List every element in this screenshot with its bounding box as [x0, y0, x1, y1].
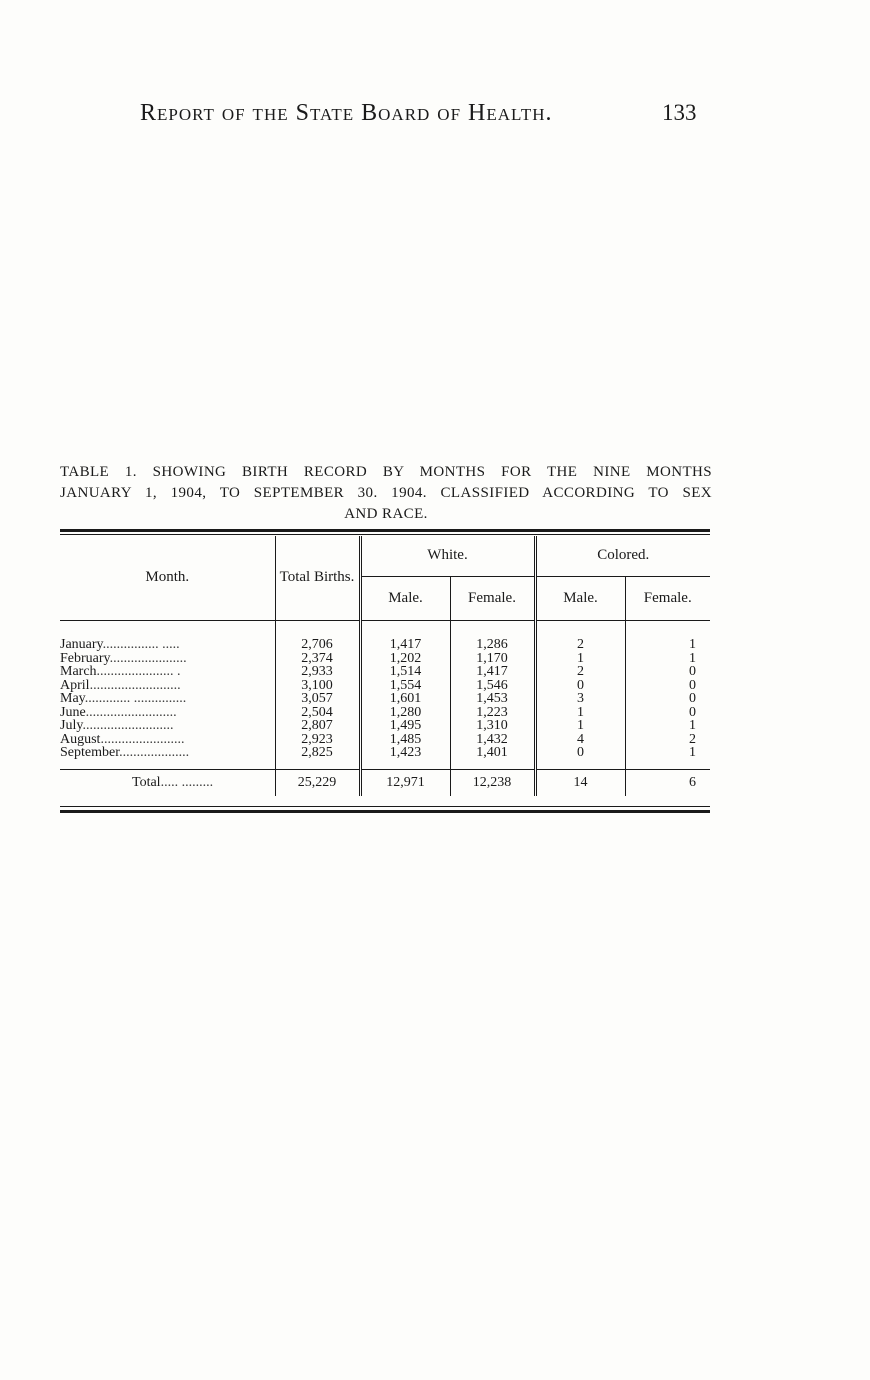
white-female-cell: 1,286 [450, 638, 535, 652]
white-female-cell: 1,546 [450, 679, 535, 693]
colored-male-cell: 2 [535, 665, 625, 679]
month-cell [60, 719, 275, 733]
leader-dots: .......................... [82, 719, 174, 733]
total-white-male: 12,971 [360, 770, 450, 796]
month-cell [60, 692, 275, 706]
table-top-rule-thin [60, 534, 710, 535]
total-births-total: 25,229 [275, 770, 360, 796]
table-top-rule [60, 529, 710, 532]
total-births-cell: 2,504 [275, 706, 360, 720]
colored-male-cell: 4 [535, 733, 625, 747]
table-row [60, 746, 710, 760]
white-female-cell: 1,417 [450, 665, 535, 679]
header-colored-male: Male. [535, 576, 625, 620]
caption-line-3: AND RACE. [344, 506, 428, 522]
month-cell [60, 652, 275, 666]
colored-male-cell: 1 [535, 652, 625, 666]
white-female-cell: 1,223 [450, 706, 535, 720]
white-female-cell: 1,401 [450, 746, 535, 760]
colored-female-cell: 0 [689, 677, 697, 693]
month-label: September [60, 746, 120, 760]
table-row [60, 652, 710, 666]
leader-dots: .................... [119, 746, 190, 760]
leader-dots: .......................... [85, 705, 177, 719]
colored-female-cell: 1 [689, 718, 697, 733]
white-male-cell: 1,495 [360, 719, 450, 733]
month-cell [60, 733, 275, 747]
month-label: April [60, 678, 90, 692]
white-male-cell: 1,601 [360, 692, 450, 706]
colored-male-cell: 3 [535, 692, 625, 706]
white-female-cell: 1,453 [450, 692, 535, 706]
white-male-cell: 1,280 [360, 706, 450, 720]
white-female-cell: 1,310 [450, 719, 535, 733]
total-white-female: 12,238 [450, 770, 535, 796]
total-births-cell: 2,706 [275, 638, 360, 652]
total-births-cell: 2,933 [275, 665, 360, 679]
colored-female-cell: 1 [689, 745, 697, 760]
month-cell [60, 679, 275, 693]
colored-male-cell: 0 [535, 746, 625, 760]
page-header-title: Report of the State Board of Health. [140, 100, 553, 126]
total-leader-dots: ..... ......... [160, 775, 214, 790]
table-row [60, 719, 710, 733]
colored-male-cell: 1 [535, 719, 625, 733]
table-row [60, 692, 710, 706]
header-month: Month. [60, 536, 275, 620]
header-total-births: Total Births. [275, 536, 360, 620]
month-label: February [60, 651, 110, 665]
colored-male-cell: 1 [535, 706, 625, 720]
header-white-male: Male. [360, 576, 450, 620]
month-cell [60, 706, 275, 720]
total-row-label [60, 770, 275, 796]
caption-line-1: TABLE 1. SHOWING BIRTH RECORD BY MONTHS FOR THE NINE MONTHS [60, 464, 712, 480]
total-label: Total [132, 775, 161, 790]
colored-female-cell: 0 [689, 664, 697, 679]
white-male-cell: 1,423 [360, 746, 450, 760]
page-number: 133 [662, 100, 697, 125]
leader-dots: ...................... . [96, 665, 181, 679]
table-bottom-rule [60, 810, 710, 813]
leader-dots: ...................... [109, 651, 187, 665]
total-births-cell: 2,374 [275, 652, 360, 666]
total-colored-female: 6 [625, 770, 710, 796]
white-male-cell: 1,554 [360, 679, 450, 693]
table-row [60, 665, 710, 679]
month-cell [60, 746, 275, 760]
colored-male-cell: 0 [535, 679, 625, 693]
colored-female-cell: 0 [689, 704, 697, 720]
header-white-female: Female. [450, 576, 535, 620]
table-caption [60, 462, 712, 525]
white-male-cell: 1,485 [360, 733, 450, 747]
month-cell [60, 638, 275, 652]
month-label: August [60, 732, 101, 746]
table-row [60, 733, 710, 747]
white-male-cell: 1,514 [360, 665, 450, 679]
month-label: June [60, 705, 86, 719]
leader-dots: ................ ..... [102, 638, 180, 652]
white-female-cell: 1,170 [450, 652, 535, 666]
colored-female-cell: 1 [689, 650, 697, 666]
table-bottom-rule-thin [60, 806, 710, 807]
total-births-cell: 2,923 [275, 733, 360, 747]
colored-female-cell: 0 [689, 691, 697, 706]
colored-male-cell: 2 [535, 638, 625, 652]
colored-female-cell: 2 [689, 731, 697, 747]
month-label: July [60, 719, 83, 733]
caption-line-2: JANUARY 1, 1904, TO SEPTEMBER 30. 1904. CLASSIFIED ACCORDING TO SEX [60, 485, 712, 501]
header-colored: Colored. [535, 536, 710, 576]
leader-dots: ........................ [100, 732, 185, 746]
white-male-cell: 1,417 [360, 638, 450, 652]
leader-dots: .......................... [89, 678, 181, 692]
month-label: May [60, 692, 85, 706]
total-births-cell: 3,057 [275, 692, 360, 706]
total-colored-male: 14 [535, 770, 625, 796]
month-cell [60, 665, 275, 679]
header-white: White. [360, 536, 535, 576]
leader-dots: ............. ............... [84, 692, 187, 706]
colored-female-cell: 1 [689, 637, 697, 652]
total-births-cell: 2,825 [275, 746, 360, 760]
header-colored-female: Female. [643, 589, 692, 606]
table-row [60, 638, 710, 652]
total-births-cell: 2,807 [275, 719, 360, 733]
table-row [60, 679, 710, 693]
white-female-cell: 1,432 [450, 733, 535, 747]
table-row [60, 706, 710, 720]
month-label: January [60, 638, 103, 652]
birth-record-table [60, 536, 710, 796]
white-male-cell: 1,202 [360, 652, 450, 666]
total-births-cell: 3,100 [275, 679, 360, 693]
month-label: March [60, 665, 97, 679]
